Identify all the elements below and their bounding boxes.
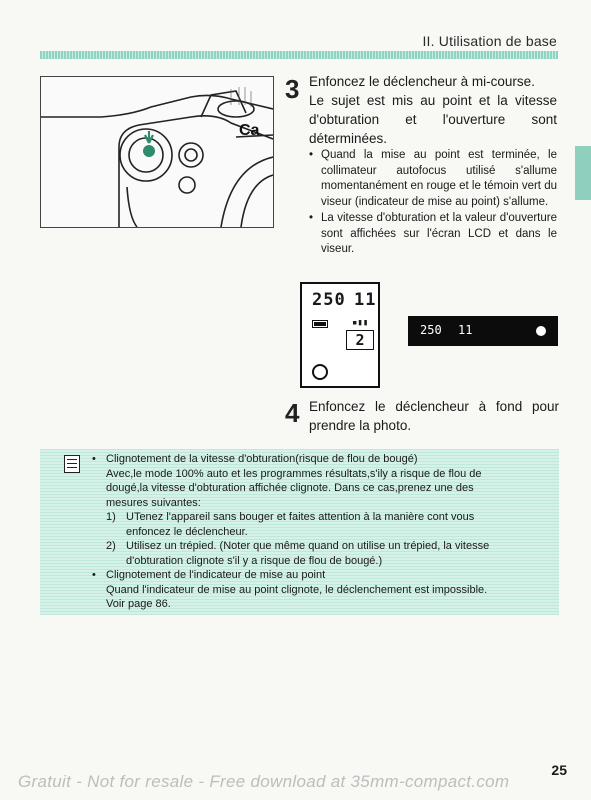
step-3-line: Le sujet est mis au point et la vitesse: [309, 93, 557, 108]
bullet-glyph: •: [92, 569, 96, 581]
step-4-line: Enfoncez le déclencheur à fond pour: [309, 399, 559, 414]
section-title: II. Utilisation de base: [422, 33, 557, 49]
header-rule: [40, 51, 558, 59]
viewfinder-shutter-speed: 250: [420, 323, 442, 337]
note-line: Quand l'indicateur de mise au point clignote, le déclenchement est impossible.: [106, 583, 488, 596]
step-3-bullet: • Quand la mise au point est terminée, le collimateur autofocus utilisé s'allume momentanément en rouge et le témoin vert du viseur (indicateur de mise au point) s'allume.: [309, 148, 557, 210]
note-bullet-2: [92, 568, 552, 612]
note-line: mesures suivantes:: [106, 496, 201, 509]
step-3-text: [309, 72, 557, 148]
mode-dial-icon: [312, 364, 328, 380]
memo-icon: [64, 455, 80, 473]
step-3-number: 3: [285, 74, 300, 104]
note-bullet-1-title: Clignotement de la vitesse d'obturation(risque de flou de bougé): [106, 453, 418, 465]
bullet-glyph: •: [92, 453, 96, 465]
lcd-aperture: 11: [354, 290, 377, 310]
af-mode-icon: ▪▮▮: [352, 318, 369, 328]
note-content: [92, 452, 552, 612]
step-4-line: prendre la photo.: [309, 418, 412, 433]
lcd-frame-counter: 2: [346, 330, 374, 350]
note-item-2: [106, 539, 552, 568]
note-line: dougé,la vitesse d'obturation affichée clignote. Dans ce cas,prenez une des: [106, 482, 474, 494]
step-3-line: d'obturation et l'ouverture sont: [309, 112, 557, 127]
page-number: 25: [551, 762, 567, 778]
step-4-text: [309, 397, 559, 435]
note-box: [40, 449, 559, 615]
camera-illustration: [40, 76, 274, 228]
focus-indicator-icon: [536, 326, 546, 336]
viewfinder-aperture: 11: [458, 323, 473, 337]
note-line: enfoncez le déclencheur.: [126, 525, 248, 538]
step-3-bullet: • La vitesse d'obturation et la valeur d'ouverture sont affichées sur l'écran LCD et dans le viseur.: [309, 211, 557, 258]
step-3-line: déterminées.: [309, 131, 388, 146]
note-item-1: [106, 510, 552, 539]
camera-drawing: [41, 77, 273, 227]
note-bullet-1: [92, 452, 552, 568]
lcd-panel: [300, 282, 380, 388]
step-3-bullets: [309, 148, 557, 259]
note-line: Avec,le mode 100% auto et les programmes résultats,s'ily a risque de flou de: [106, 467, 482, 480]
section-side-tab: [575, 146, 591, 200]
step-4-number: 4: [285, 398, 300, 428]
lcd-shutter-speed: 250: [312, 290, 346, 310]
note-item-number: 1): [106, 511, 116, 523]
viewfinder-display: [408, 316, 558, 346]
note-item-number: 2): [106, 540, 116, 552]
note-line: d'obturation clignote s'il y a risque de flou de bougé.): [126, 554, 383, 567]
note-bullet-2-title: Clignotement de l'indicateur de mise au point: [106, 569, 326, 581]
note-line: UTenez l'appareil sans bouger et faites attention à la manière cont vous: [126, 511, 475, 523]
note-line: Utilisez un trépied. (Noter que même quand on utilise un trépied, la vitesse: [126, 540, 490, 552]
watermark-text: Gratuit - Not for resale - Free download at 35mm-compact.com: [18, 772, 510, 791]
battery-icon: [312, 320, 328, 328]
note-line: Voir page 86.: [106, 598, 171, 610]
step-3-heading: Enfoncez le déclencheur à mi-course.: [309, 74, 535, 89]
svg-text:Ca: Ca: [239, 122, 260, 139]
